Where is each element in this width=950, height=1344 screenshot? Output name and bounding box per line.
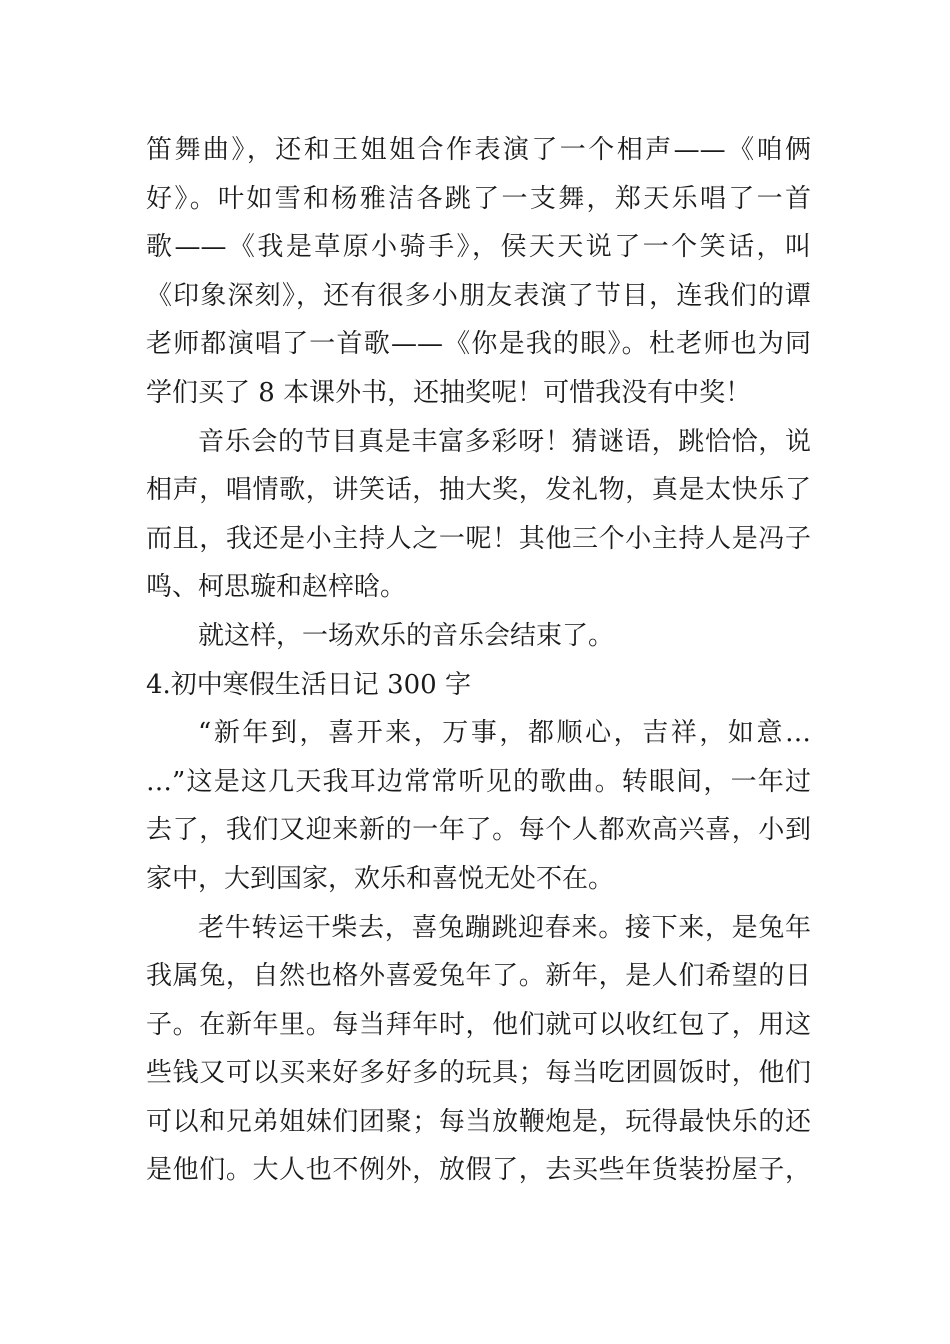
text-line: 是他们。大人也不例外，放假了，去买些年货装扮屋子， [146,1155,811,1186]
text-line: 去了，我们又迎来新的一年了。每个人都欢高兴喜，小到 [146,815,811,846]
text-line: 我属兔，自然也格外喜爱兔年了。新年，是人们希望的日 [146,961,811,992]
text-line: 子。在新年里。每当拜年时，他们就可以收红包了，用这 [146,1009,811,1040]
text-line: 歌——《我是草原小骑手》，侯天天说了一个笑话，叫 [146,232,811,263]
section-heading: 4.初中寒假生活日记 300 字 [146,669,471,700]
text-line: 音乐会的节目真是丰富多彩呀！猜谜语，跳恰恰，说 [198,426,811,457]
text-line: 《印象深刻》，还有很多小朋友表演了节目，连我们的谭 [146,280,811,311]
text-line: 家中，大到国家，欢乐和喜悦无处不在。 [146,863,615,894]
text-line: 相声，唱情歌，讲笑话，抽大奖，发礼物，真是太快乐了 [146,475,811,506]
text-line: “新年到，喜开来，万事，都顺心，吉祥，如意… [198,718,811,749]
text-line: …”这是这几天我耳边常常听见的歌曲。转眼间，一年过 [146,766,811,797]
text-line: 可以和兄弟姐妹们团聚；每当放鞭炮是，玩得最快乐的还 [146,1106,811,1137]
text-line: 老牛转运干柴去，喜兔蹦跳迎春来。接下来，是兔年 [198,912,811,943]
text-line: 就这样，一场欢乐的音乐会结束了。 [198,620,615,651]
text-line: 学们买了 8 本课外书，还抽奖呢！可惜我没有中奖！ [146,377,752,408]
text-line: 笛舞曲》，还和王姐姐合作表演了一个相声——《咱俩 [146,135,811,165]
text-line: 鸣、柯思璇和赵梓晗。 [146,572,407,603]
text-line: 好》。叶如雪和杨雅洁各跳了一支舞，郑天乐唱了一首 [146,183,811,214]
document-body [146,126,811,1195]
text-line: 些钱又可以买来好多好多的玩具；每当吃团圆饭时，他们 [146,1058,811,1089]
text-line: 而且，我还是小主持人之一呢！其他三个小主持人是冯子 [146,523,811,554]
text-line: 老师都演唱了一首歌——《你是我的眼》。杜老师也为同 [146,329,811,360]
